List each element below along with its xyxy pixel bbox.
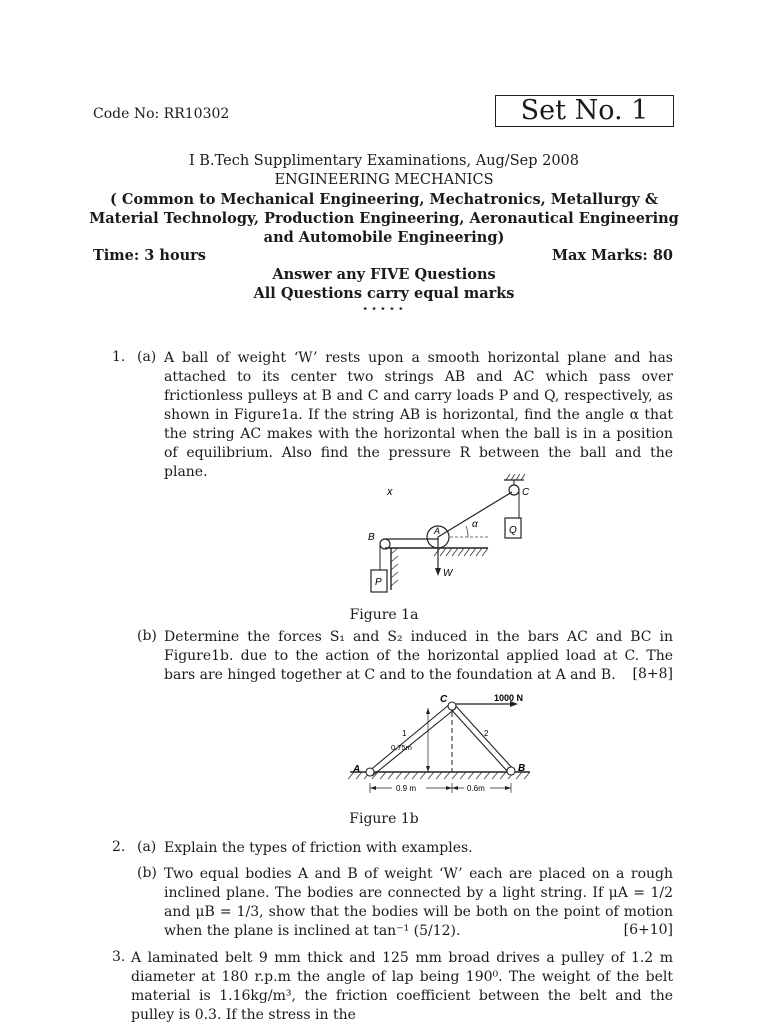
fig1b-height-label: 0.75m — [391, 743, 412, 752]
q1-marks: [8+8] — [632, 666, 673, 682]
fig1a-x-label: x — [387, 486, 393, 498]
exam-title: I B.Tech Supplimentary Examinations, Aug/Sep 2008 — [188, 153, 580, 169]
common-line-3: and Automobile Engineering) — [263, 229, 505, 246]
q2b-text: Two equal bodies A and B of weight ‘W’ each are placed on a rough inclined plane. The bodies are connected by a light string. If μA = 1/2 and μB = 1/3, show that the bodies will be both on the point of motion when the plane is inclined at tan⁻¹ (5/12). — [164, 866, 673, 939]
stars-divider: ⋆⋆⋆⋆⋆ — [361, 302, 407, 315]
q1b-label: (b) — [137, 628, 157, 644]
instruction-1: Answer any FIVE Questions — [272, 266, 496, 283]
fig1a-a-label: A — [434, 526, 441, 536]
max-marks-label: Max Marks: 80 — [551, 247, 673, 264]
common-line-1: ( Common to Mechanical Engineering, Mechatronics, Metallurgy & — [110, 191, 658, 208]
q2-marks: [6+10] — [623, 922, 673, 938]
q2b-label: (b) — [137, 865, 157, 881]
figure-1b-caption: Figure 1b — [349, 811, 419, 827]
q1b-text: Determine the forces S₁ and S₂ induced in the bars AC and BC in Figure1b. due to the action of the horizontal applied load at C. The bars are hinged together at C and to the foundation at A and B. — [164, 629, 673, 683]
fig1b-load-label: 1000 N — [494, 693, 524, 703]
figure-1a-caption: Figure 1a — [349, 607, 419, 623]
fig1a-alpha-label: α — [472, 519, 478, 530]
fig1b-a-label: A — [353, 764, 361, 775]
subject-title: ENGINEERING MECHANICS — [274, 172, 494, 188]
fig1b-bar1-label: 1 — [402, 729, 407, 738]
common-line-2: Material Technology, Production Engineering, Aeronautical Engineering — [89, 210, 679, 227]
fig1b-dim1-label: 0.9 m — [396, 784, 417, 793]
q1a-label: (a) — [137, 349, 157, 365]
q2a-label: (a) — [137, 839, 157, 855]
q3-number: 3. — [112, 949, 126, 965]
fig1a-w-label: W — [443, 568, 453, 579]
fig1a-b-label: B — [368, 532, 375, 543]
figure-1b — [340, 688, 540, 803]
time-label: Time: 3 hours — [93, 247, 206, 264]
fig1b-bar2-label: 2 — [484, 729, 489, 738]
fig1a-p-label: P — [375, 577, 382, 588]
set-number: Set No. 1 — [495, 95, 674, 127]
q3-text: A laminated belt 9 mm thick and 125 mm broad drives a pulley of 1.2 m diameter at 180 r.p.m the angle of lap being 190⁰. The weight of the belt material is 1.16kg/m³, the friction coefficient between the belt and the pulley is 0.3. If the stress in the — [131, 950, 673, 1023]
q2a-text: Explain the types of friction with examples. — [164, 840, 473, 856]
fig1b-c-label: C — [440, 694, 448, 705]
fig1b-dim2-label: 0.6m — [467, 784, 485, 793]
fig1a-q-label: Q — [509, 525, 517, 536]
figure-1a — [340, 468, 570, 603]
q1-number: 1. — [112, 349, 126, 365]
fig1a-c-label: C — [522, 487, 530, 498]
fig1b-b-label: B — [518, 763, 526, 774]
instruction-2: All Questions carry equal marks — [253, 285, 515, 302]
code-number: Code No: RR10302 — [93, 106, 230, 122]
q2-number: 2. — [112, 839, 126, 855]
time-marks-row — [93, 247, 673, 264]
q1a-text: A ball of weight ‘W’ rests upon a smooth horizontal plane and has attached to its center two strings AB and AC which pass over frictionless pulleys at B and C and carry loads P and Q, respectively, as shown in Figure1a. If the string AB is horizontal, find the angle α that the string AC makes with the horizontal when the ball is in a position of equilibrium. Also find the pressure R between the ball and the plane. — [164, 350, 673, 480]
